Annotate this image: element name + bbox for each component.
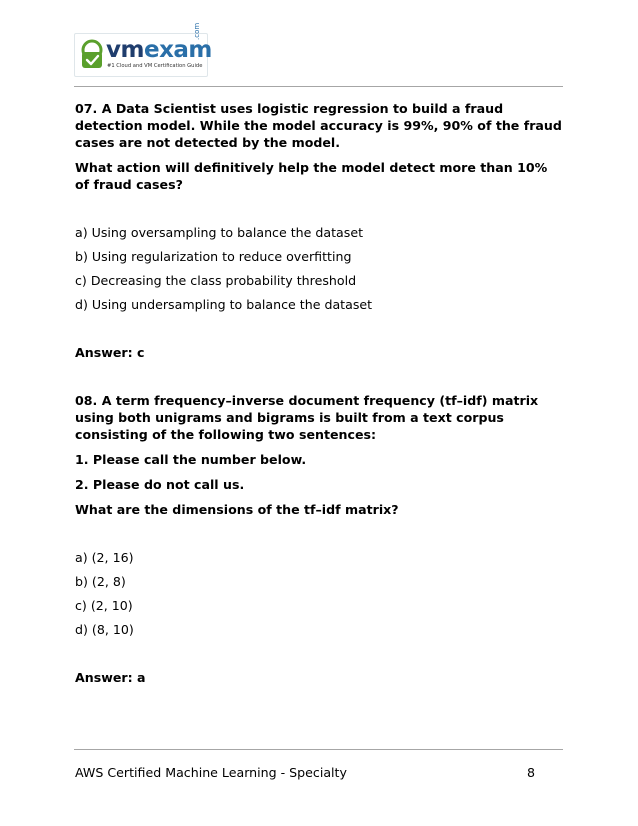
q7-option-b: b) Using regularization to reduce overfitting <box>75 249 352 264</box>
q8-answer: Answer: a <box>75 670 146 685</box>
footer-divider <box>74 749 563 750</box>
logo-domain: .com <box>193 22 201 40</box>
q8-option-c: c) (2, 10) <box>75 598 133 613</box>
logo-tagline: #1 Cloud and VM Certification Guide <box>107 63 203 69</box>
lock-check-icon <box>79 39 105 71</box>
vmexam-logo <box>74 22 212 77</box>
q8-question: 08. A term frequency–inverse document frequency (tf–idf) matrix using both unigrams and bigrams is built from a text corpus consisting of the following two sentences: <box>75 393 539 442</box>
q8-option-a: a) (2, 16) <box>75 550 134 565</box>
q8-prompt: What are the dimensions of the tf–idf matrix? <box>75 502 399 517</box>
q8-sentence-2: 2. Please do not call us. <box>75 477 245 492</box>
q7-question: 07. A Data Scientist uses logistic regression to build a fraud detection model. While the model accuracy is 99%, 90% of the fraud cases are not detected by the model. <box>75 101 562 150</box>
q7-option-d: d) Using undersampling to balance the dataset <box>75 297 373 312</box>
q8-option-d: d) (8, 10) <box>75 622 134 637</box>
q8-option-b: b) (2, 8) <box>75 574 126 589</box>
header-divider <box>74 86 563 87</box>
document-body <box>75 100 565 686</box>
logo-wordmark: vmexam <box>106 37 212 63</box>
q7-prompt: What action will definitively help the model detect more than 10% of fraud cases? <box>75 160 548 192</box>
q7-option-c: c) Decreasing the class probability threshold <box>75 273 357 288</box>
footer-title: AWS Certified Machine Learning - Specialty <box>75 765 347 780</box>
q7-answer: Answer: c <box>75 345 145 360</box>
page-number: 8 <box>527 765 536 780</box>
q8-sentence-1: 1. Please call the number below. <box>75 452 307 467</box>
q7-option-a: a) Using oversampling to balance the dataset <box>75 225 364 240</box>
